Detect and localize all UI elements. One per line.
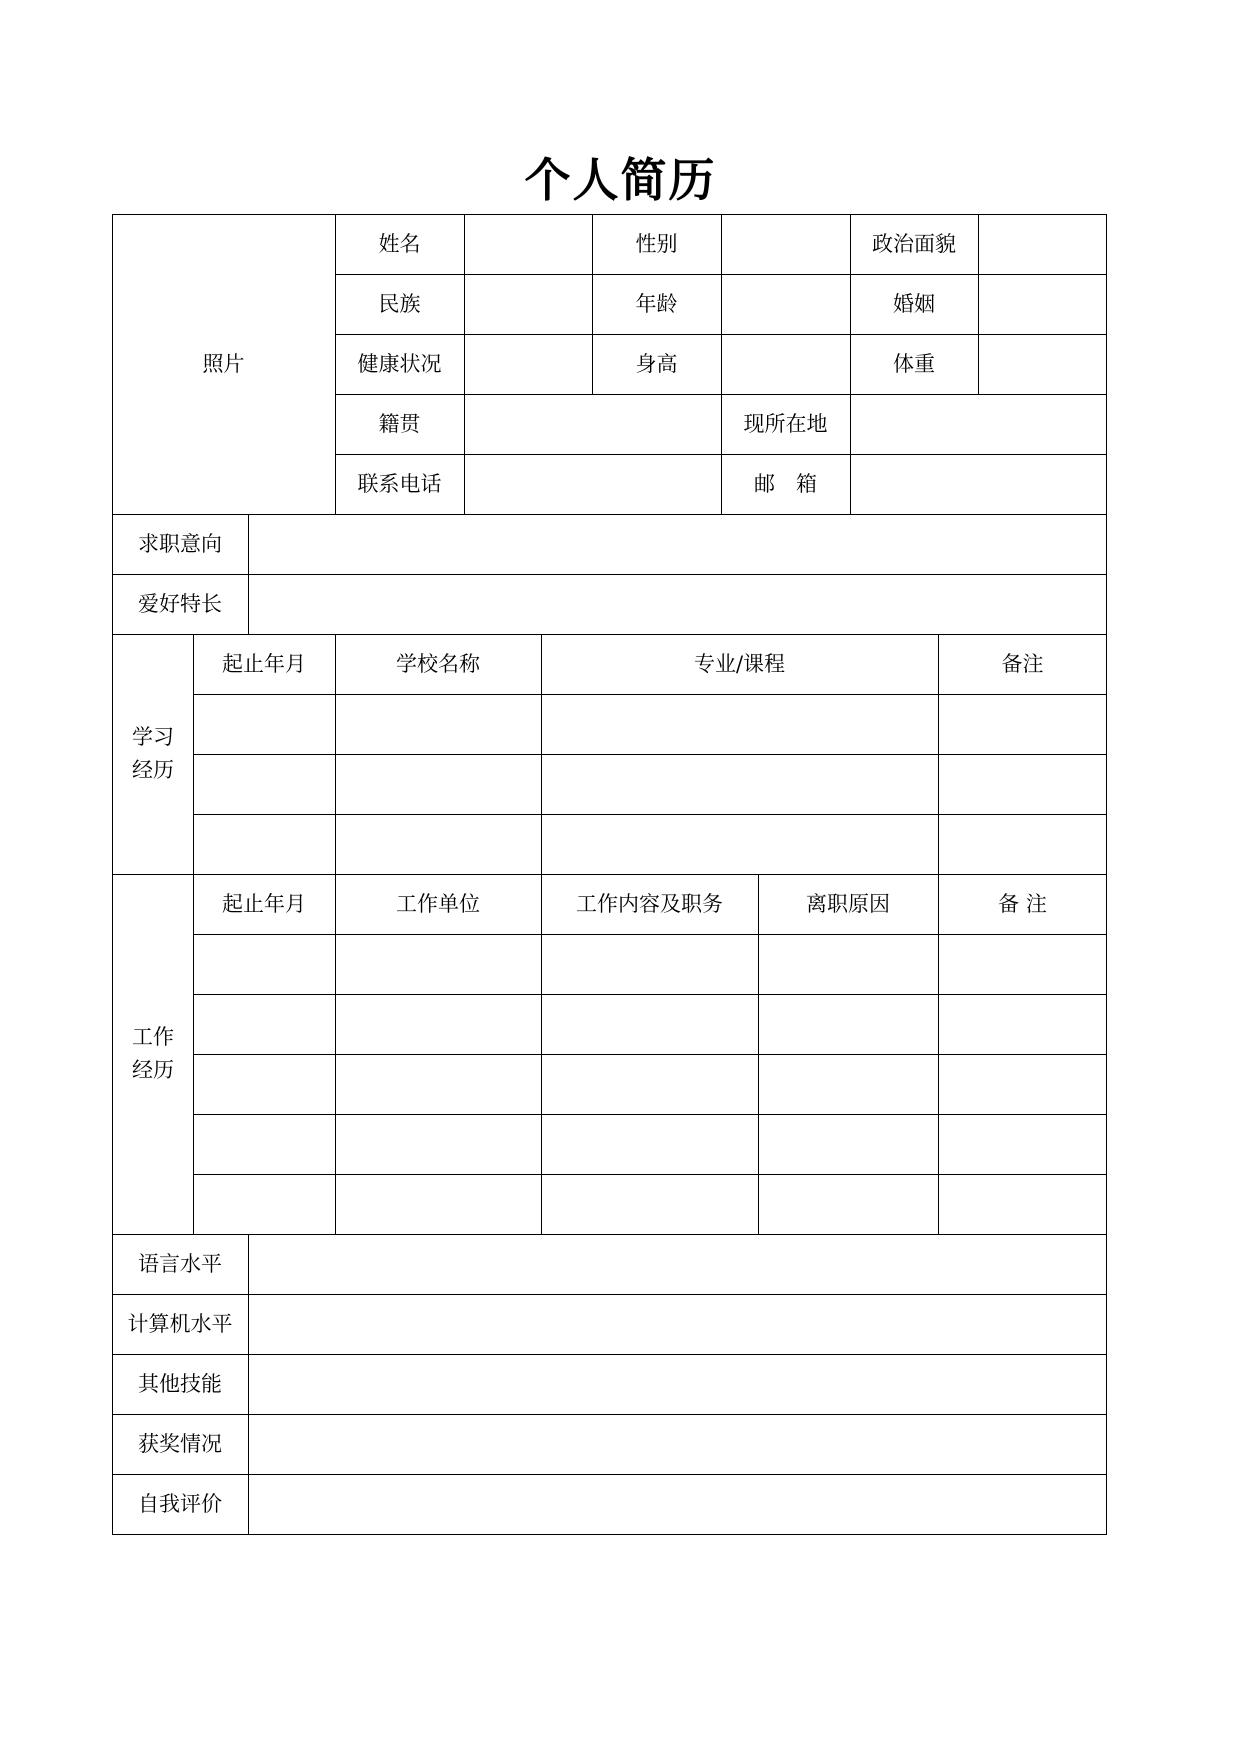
edu-cell[interactable]	[938, 694, 1107, 754]
weight-label: 体重	[893, 351, 935, 376]
work-header-company: 工作单位	[396, 891, 480, 916]
education-section-label: 学习经历	[132, 725, 174, 782]
edu-header-school: 学校名称	[396, 651, 480, 676]
edu-cell[interactable]	[541, 694, 938, 754]
ethnicity-field[interactable]	[464, 274, 592, 334]
edu-cell[interactable]	[938, 814, 1107, 874]
height-label: 身高	[635, 351, 678, 376]
work-header-duties: 工作内容及职务	[576, 891, 723, 916]
work-cell[interactable]	[541, 994, 758, 1054]
native-place-field[interactable]	[464, 394, 721, 454]
phone-field[interactable]	[464, 454, 721, 514]
work-cell[interactable]	[541, 934, 758, 994]
work-cell[interactable]	[193, 1054, 335, 1114]
edu-cell[interactable]	[193, 694, 335, 754]
hobbies-field[interactable]	[248, 574, 1107, 634]
height-field[interactable]	[721, 334, 850, 394]
work-header-notes: 备 注	[998, 891, 1047, 916]
other-skills-field[interactable]	[248, 1354, 1107, 1414]
resume-form	[112, 214, 1107, 1540]
name-field[interactable]	[464, 214, 592, 274]
work-cell[interactable]	[758, 1054, 938, 1114]
work-cell[interactable]	[193, 994, 335, 1054]
health-field[interactable]	[464, 334, 592, 394]
gender-label: 性别	[635, 231, 678, 256]
edu-cell[interactable]	[193, 754, 335, 814]
work-cell[interactable]	[335, 1174, 541, 1234]
phone-label: 联系电话	[357, 471, 442, 496]
edu-cell[interactable]	[541, 754, 938, 814]
marriage-label: 婚姻	[893, 291, 935, 316]
awards-field[interactable]	[248, 1414, 1107, 1474]
political-status-label: 政治面貌	[872, 231, 956, 256]
email-label: 邮 箱	[754, 471, 817, 496]
location-label: 现所在地	[743, 411, 828, 436]
native-place-label: 籍贯	[378, 411, 421, 436]
edu-header-major: 专业/课程	[693, 651, 786, 676]
work-cell[interactable]	[541, 1114, 758, 1174]
edu-cell[interactable]	[335, 694, 541, 754]
grid-line	[112, 1534, 1107, 1535]
edu-cell[interactable]	[938, 754, 1107, 814]
email-field[interactable]	[850, 454, 1107, 514]
political-status-field[interactable]	[978, 214, 1107, 274]
page-title: 个人简历	[524, 153, 717, 207]
language-label: 语言水平	[138, 1251, 222, 1276]
work-cell[interactable]	[938, 934, 1107, 994]
work-cell[interactable]	[335, 1054, 541, 1114]
name-label: 姓名	[378, 231, 421, 256]
location-field[interactable]	[850, 394, 1107, 454]
work-header-period: 起止年月	[222, 891, 306, 916]
work-cell[interactable]	[193, 1114, 335, 1174]
work-cell[interactable]	[758, 1114, 938, 1174]
work-cell[interactable]	[335, 934, 541, 994]
work-cell[interactable]	[758, 934, 938, 994]
age-field[interactable]	[721, 274, 850, 334]
work-cell[interactable]	[335, 994, 541, 1054]
work-cell[interactable]	[758, 1174, 938, 1234]
work-cell[interactable]	[938, 1174, 1107, 1234]
work-cell[interactable]	[193, 934, 335, 994]
work-cell[interactable]	[335, 1114, 541, 1174]
edu-cell[interactable]	[335, 814, 541, 874]
job-intention-field[interactable]	[248, 514, 1107, 574]
work-cell[interactable]	[938, 994, 1107, 1054]
ethnicity-label: 民族	[378, 291, 421, 316]
photo-placeholder[interactable]: 照片	[202, 351, 245, 376]
edu-header-notes: 备注	[1001, 651, 1044, 676]
work-cell[interactable]	[541, 1174, 758, 1234]
awards-label: 获奖情况	[138, 1431, 222, 1456]
work-cell[interactable]	[541, 1054, 758, 1114]
edu-cell[interactable]	[335, 754, 541, 814]
hobbies-label: 爱好特长	[138, 591, 222, 616]
weight-field[interactable]	[978, 334, 1107, 394]
gender-field[interactable]	[721, 214, 850, 274]
edu-cell[interactable]	[193, 814, 335, 874]
computer-field[interactable]	[248, 1294, 1107, 1354]
self-evaluation-field[interactable]	[248, 1474, 1107, 1534]
health-label: 健康状况	[357, 351, 442, 376]
work-section-label: 工作经历	[132, 1025, 174, 1082]
work-header-leave-reason: 离职原因	[806, 891, 890, 916]
work-cell[interactable]	[938, 1054, 1107, 1114]
edu-header-period: 起止年月	[222, 651, 306, 676]
language-field[interactable]	[248, 1234, 1107, 1294]
age-label: 年龄	[635, 291, 678, 316]
job-intention-label: 求职意向	[138, 531, 222, 556]
work-cell[interactable]	[758, 994, 938, 1054]
edu-cell[interactable]	[541, 814, 938, 874]
marriage-field[interactable]	[978, 274, 1107, 334]
self-evaluation-label: 自我评价	[138, 1491, 222, 1516]
other-skills-label: 其他技能	[138, 1371, 222, 1396]
work-cell[interactable]	[938, 1114, 1107, 1174]
computer-label: 计算机水平	[127, 1311, 233, 1336]
work-cell[interactable]	[193, 1174, 335, 1234]
